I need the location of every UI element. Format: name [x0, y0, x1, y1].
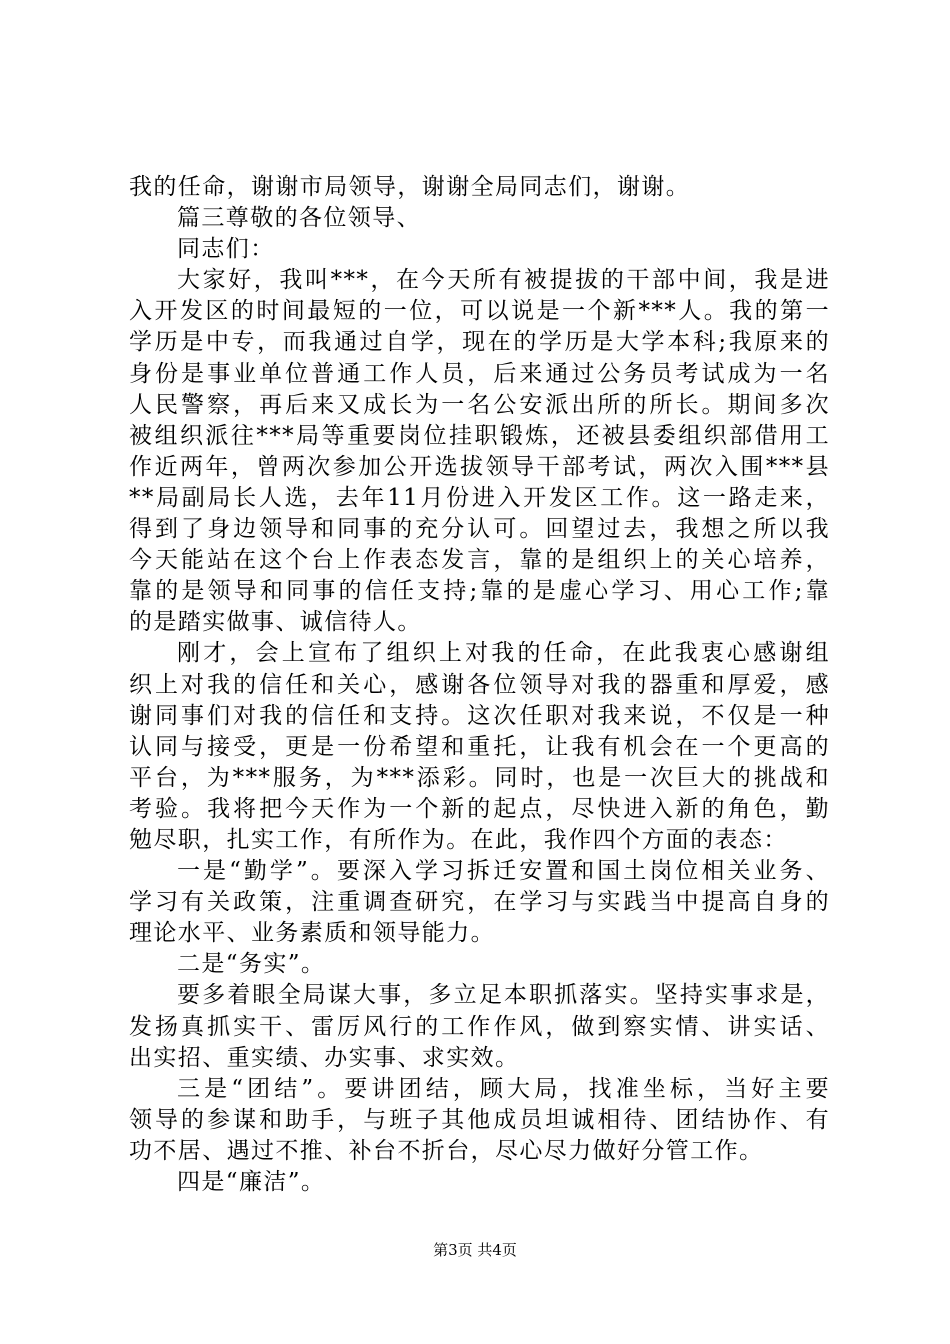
text-line: 勉尽职，扎实工作，有所作为。在此，我作四个方面的表态：: [129, 826, 788, 853]
text-line: 入开发区的时间最短的一位，可以说是一个新***人。我的第一: [129, 298, 830, 325]
text-line: 理论水平、业务素质和领导能力。: [129, 920, 495, 947]
text-line: 被组织派往***局等重要岗位挂职锻炼，还被县委组织部借用工: [129, 422, 830, 449]
text-line: 考验。我将把今天作为一个新的起点，尽快进入新的角色，勤: [129, 795, 830, 822]
text-line: 人民警察，再后来又成长为一名公安派出所的所长。期间多次: [129, 391, 830, 418]
text-line: 篇三尊敬的各位领导、: [177, 205, 421, 232]
text-line: 功不居、遇过不推、补台不折台，尽心尽力做好分管工作。: [129, 1137, 764, 1164]
text-line: 二是“务实”。: [177, 951, 326, 978]
text-line: **局副局长人选，去年11月份进入开发区工作。这一路走来，: [129, 484, 830, 511]
text-line: 出实招、重实绩、办实事、求实效。: [129, 1044, 520, 1071]
text-line: 四是“廉洁”。: [177, 1169, 326, 1195]
text-line: 刚才，会上宣布了组织上对我的任命，在此我衷心感谢组: [177, 640, 830, 667]
text-line: 三是“团结”。要讲团结，顾大局，找准坐标，当好主要: [177, 1075, 830, 1102]
text-line: 作近两年，曾两次参加公开选拔领导干部考试，两次入围***县: [129, 453, 830, 480]
text-line: 发扬真抓实干、雷厉风行的工作作风，做到察实情、讲实话、: [129, 1013, 830, 1040]
text-line: 今天能站在这个台上作表态发言，靠的是组织上的关心培养，: [129, 547, 830, 574]
text-line: 大家好，我叫***，在今天所有被提拔的干部中间，我是进: [177, 267, 830, 294]
text-line: 织上对我的信任和关心，感谢各位领导对我的器重和厚爱，感: [129, 671, 830, 698]
text-line: 的是踏实做事、诚信待人。: [129, 609, 422, 636]
text-line: 学历是中专，而我通过自学，现在的学历是大学本科;我原来的: [129, 329, 830, 356]
text-line: 身份是事业单位普通工作人员，后来通过公务员考试成为一名: [129, 360, 830, 387]
text-line: 同志们：: [177, 236, 275, 263]
text-line: 我的任命，谢谢市局领导，谢谢全局同志们，谢谢。: [129, 174, 691, 200]
text-line: 谢同事们对我的信任和支持。这次任职对我来说，不仅是一种: [129, 702, 830, 729]
text-line: 平台，为***服务，为***添彩。同时，也是一次巨大的挑战和: [129, 764, 830, 791]
text-line: 靠的是领导和同事的信任支持;靠的是虚心学习、用心工作;靠: [129, 578, 830, 605]
text-line: 得到了身边领导和同事的充分认可。回望过去，我想之所以我: [129, 516, 830, 543]
page-footer: 第3页 共4页: [433, 1241, 517, 1259]
text-line: 学习有关政策，注重调查研究，在学习与实践当中提高自身的: [129, 889, 830, 916]
text-line: 领导的参谋和助手，与班子其他成员坦诚相待、团结协作、有: [129, 1106, 830, 1133]
document-body: [129, 172, 830, 1198]
text-line: 要多着眼全局谋大事，多立足本职抓落实。坚持实事求是，: [177, 982, 830, 1009]
text-line: 一是“勤学”。要深入学习拆迁安置和国土岗位相关业务、: [177, 858, 830, 885]
text-line: 认同与接受，更是一份希望和重托，让我有机会在一个更高的: [129, 733, 830, 760]
